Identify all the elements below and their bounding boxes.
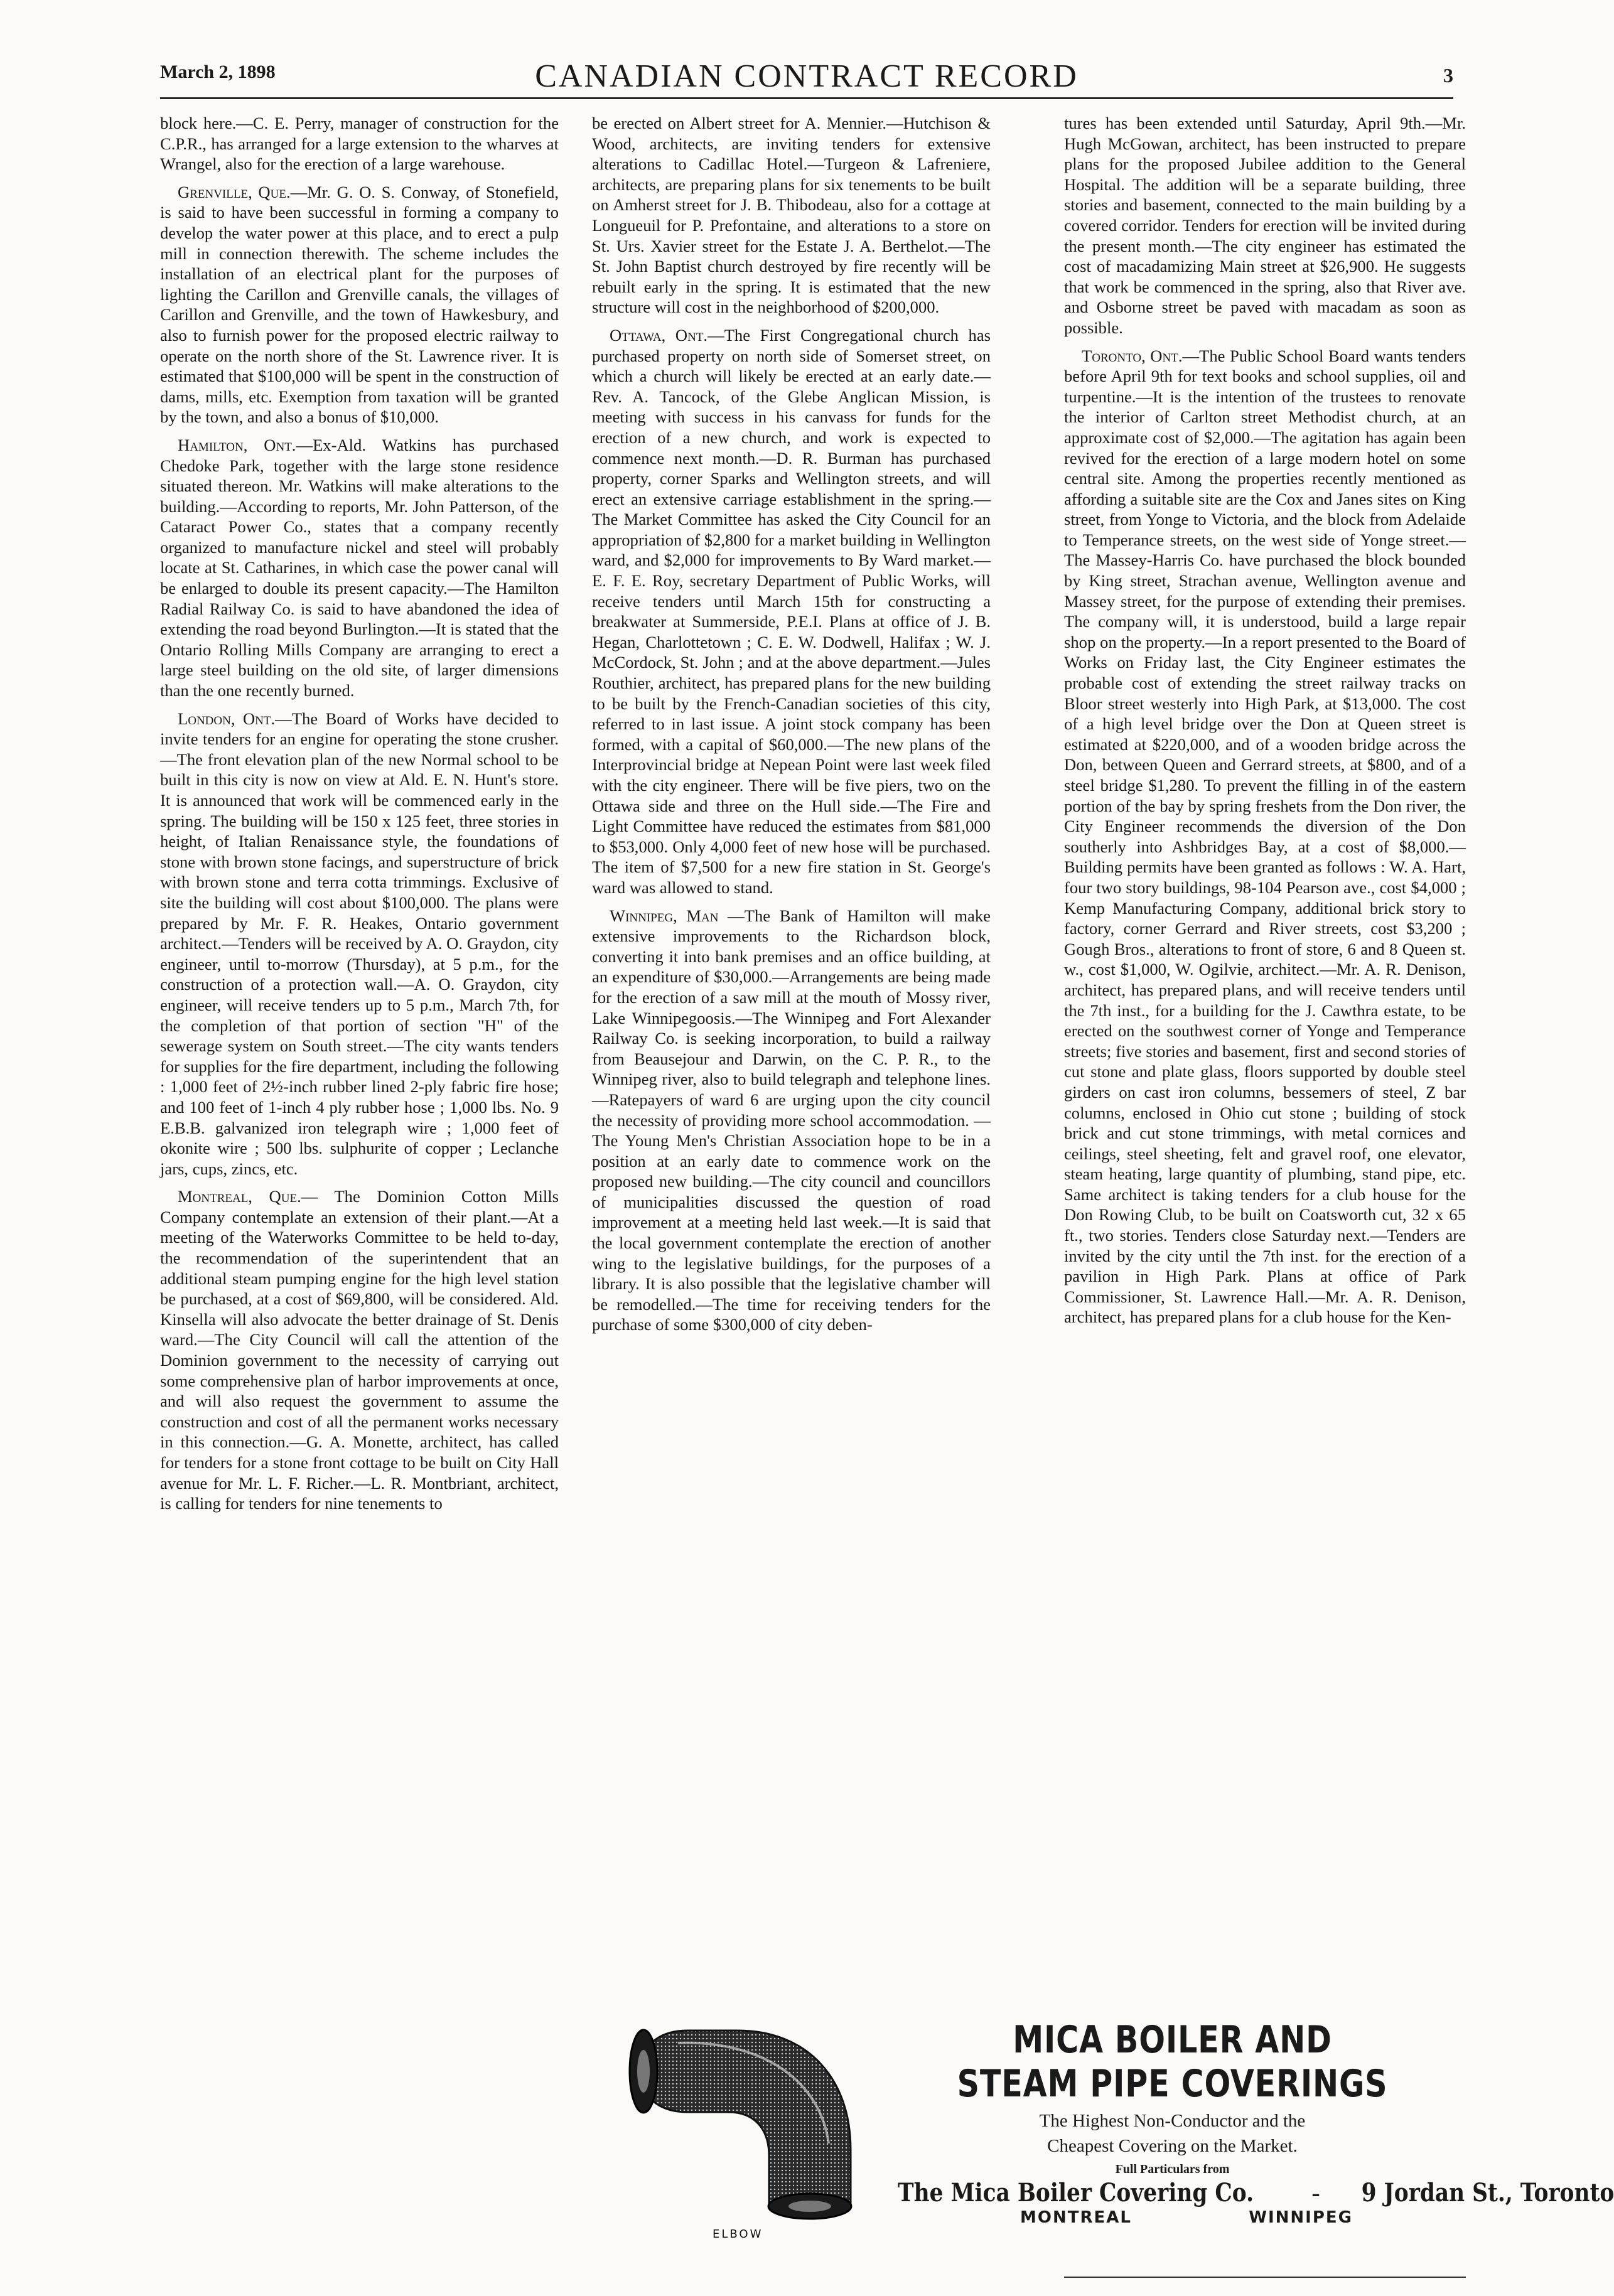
place-heading: Montreal, Que. (178, 1187, 301, 1206)
ad-company-row (873, 2178, 1614, 2207)
ad-tagline-2: Cheapest Covering on the Market. (1047, 2136, 1298, 2156)
place-heading: Toronto, Ont. (1082, 346, 1183, 365)
place-heading: London, Ont. (178, 709, 276, 728)
place-heading: Winnipeg, Man (610, 906, 719, 925)
article-paragraph: be erected on Albert street for A. Mennier.—Hutchison & Wood, architects, are inviting tenders for extensive alterations to Cadillac Hotel.—Turgeon & Lafreniere, architects, are preparing plans for six tenements to be built on Amherst street for J. B. Thibodeau, also for a cottage at Longueuil for P. Prefontaine, and alterations to a store on St. Urs. Xavier street for the Estate J. A. Berthelot.—The St. John Baptist church destroyed by fire recently will be rebuilt early in the spring. It is estimated that the new structure will cost in the neighborhood of $200,000. (592, 114, 991, 317)
place-heading: Grenville, Que. (178, 182, 291, 201)
ad-address: 9 Jordan St., Toronto (1361, 2178, 1614, 2207)
article-paragraph: block here.—C. E. Perry, manager of construction for the C.P.R., has arranged for a large extension to the wharves at Wrangel, also for the erection of a large warehouse. (160, 114, 559, 174)
header-rule (160, 97, 1453, 99)
ad-headline-1: MICA BOILER AND (1013, 2018, 1332, 2062)
article-paragraph: tures has been extended until Saturday, April 9th.—Mr. Hugh McGowan, architect, has been instructed to prepare plans for the proposed Jubilee addition to the General Hospital. The addition will be a separate building, three stories and basement, connected to the main building by a covered corridor. Tenders for erection will be invited during the present month.—The city engineer has estimated the cost of macadamizing Main street at $26,900. He suggests that work be commenced in the spring, also that River ave. and Osborne street be paved with macadam as soon as possible. (1064, 114, 1466, 337)
column-2 (592, 113, 991, 2021)
pipe-elbow-illustration (618, 2018, 869, 2247)
page-number: 3 (1443, 64, 1453, 87)
article-paragraph: Toronto, Ont.—The Public School Board wants tenders before April 9th for text books and school supplies, oil and turpentine.—It is the intention of the trustees to renovate the interior of Carlton street Methodist church, at an approximate cost of $2,000.—The agitation has again been revived for the erection of a large modern hotel on some central site. Among the properties recently mentioned as affording a suitable site are the Cox and Janes sites on King street, from Yonge to Victoria, and the block from Adelaide to Temperance streets, on the west side of Yonge street.—The Massey-Harris Co. have purchased the block bounded by King street, Strachan avenue, Wellington avenue and Massey street, for the purpose of extending their premises. The company will, it is understood, build a large repair shop on the property.—In a report presented to the Board of Works on Friday last, the City Engineer estimates the probable cost of extending the street railway tracks on Bloor street westerly into High Park, at $13,000. The cost of a high level bridge over the Don at Queen street is estimated at $220,000, and of a wooden bridge across the Don, between Queen and Gerrard streets, at $800, and of a steel bridge $1,280. To prevent the filling in of the eastern portion of the bay by spring freshets from the Don river, the City Engineer recommends the diversion of the Don southerly into Ashbridges Bay, at a cost of $8,000.—Building permits have been granted as follows : W. A. Hart, four two story buildings, 98-104 Pearson ave., cost $4,000 ; Kemp Manufacturing Company, additional brick story to factory, corner Gerrard and River streets, cost $3,200 ; Gough Bros., alterations to front of store, 6 and 8 Queen st. w., cost $1,000, W. Ogilvie, architect.—Mr. A. R. Denison, architect, has prepared plans, and will receive tenders until the 7th inst., for a building for the J. Cawthra estate, to be erected on the southwest corner of Yonge and Temperance streets; five stories and basement, first and second stories of cut stone and plate glass, floors supported by double steel girders on cast iron columns, bessemers of steel, Z bar columns, enclosed in Ohio cut stone ; building of stock brick and cut stone trimmings, with metal cornices and ceilings, steel sheeting, felt and gravel roof, one elevator, steam heating, large quantity of plumbing, stand pipe, etc. Same architect is taking tenders for a club house for the Don Rowing Club, to be built on Coatsworth cut, 32 x 65 ft., two stories. Tenders close Saturday next.—Tenders are invited by the city until the 7th inst. for the erection of a pavilion in High Park. Plans at office of Park Commissioner, St. Lawrence Hall.—Mr. A. R. Denison, architect, has prepared plans for a club house for the Ken- (1064, 346, 1466, 1327)
ad-headline-2: STEAM PIPE COVERINGS (957, 2062, 1388, 2106)
ad-tagline-1: The Highest Non-Conductor and the (1039, 2111, 1306, 2131)
ad-company-name: The Mica Boiler Covering Co. (898, 2178, 1254, 2207)
advertisement-text (873, 2018, 1614, 2247)
bottom-rule (1064, 2277, 1466, 2278)
column-1 (160, 113, 559, 2244)
article-paragraph: Ottawa, Ont.—The First Congregational church has purchased property on north side of Somerset street, on which a church will likely be erected at an early date.—Rev. A. Tancock, of the Glebe Anglican Mission, is meeting with success in his canvass for funds for the erection of a new church, and work is expected to commence next month.—D. R. Burman has purchased property, corner Sparks and Wellington streets, and will erect an extensive carriage establishment in the spring.—The Market Committee has asked the City Council for an appropriation of $2,800 for a market building in Wellington ward, and $2,000 for improvements to By Ward market.—E. F. E. Roy, secretary Department of Public Works, will receive tenders until March 15th for constructing a breakwater at Summerside, P.E.I. Plans at office of J. B. Hegan, Charlottetown ; C. E. W. Dodwell, Halifax ; W. J. McCordock, St. John ; and at the above department.—Jules Routhier, architect, has prepared plans for the new building to be built by the French-Canadian societies of this city, referred to in last issue. A joint stock company has been formed, with a capital of $60,000.—The new plans of the Interprovincial bridge at Nepean Point were last week filed with the city engineer. There will be five piers, two on the Ottawa side and three on the Hull side.—The Fire and Light Committee have reduced the estimates from $81,000 to $53,000. Only 4,000 feet of new hose will be purchased. The item of $7,500 for a new fire station in St. George's ward was allowed to stand. (592, 325, 991, 897)
page-header (160, 58, 1453, 102)
publication-title: CANADIAN CONTRACT RECORD (535, 58, 1079, 94)
column-3 (1064, 113, 1466, 2021)
place-heading: Ottawa, Ont. (610, 325, 708, 345)
issue-date: March 2, 1898 (160, 62, 276, 82)
article-paragraph: Hamilton, Ont.—Ex-Ald. Watkins has purchased Chedoke Park, together with the large stone residence situated thereon. Mr. Watkins will make alterations to the building.—According to reports, Mr. John Patterson, of the Cataract Power Co., states that a company recently organized to manufacture nickel and steel will probably locate at St. Catharines, in which case the power canal will be enlarged to double its present capacity.—The Hamilton Radial Railway Co. is said to have abandoned the idea of extending the road beyond Burlington.—It is stated that the Ontario Rolling Mills Company are arranging to erect a large steel building on the old site, of larger dimensions than the one recently burned. (160, 435, 559, 700)
article-paragraph: Winnipeg, Man —The Bank of Hamilton will make extensive improvements to the Richardson block, converting it into bank premises and an office building, at an expenditure of $30,000.—Arrangements are being made for the erection of a saw mill at the mouth of Mossy river, Lake Winnipegoosis.—The Winnipeg and Fort Alexander Railway Co. is seeking incorporation, to build a railway from Beausejour and Darwin, on the C. P. R., to the Winnipeg river, also to build telegraph and telephone lines.—Ratepayers of ward 6 are urging upon the city council the necessity of providing more school accommodation. — The Young Men's Christian Association hope to be in a position at an early date to commence work on the proposed new building.—The city council and councillors of municipalities discussed the question of road improvement at a meeting held last week.—It is said that the local government contemplate the erection of another wing to the legislative buildings, for the purposes of a library. It is also possible that the legislative chamber will be remodelled.—The time for receiving tenders for the purchase of some $300,000 of city deben- (592, 906, 991, 1334)
article-paragraph: Grenville, Que.—Mr. G. O. S. Conway, of Stonefield, is said to have been successful in forming a company to develop the water power at this place, and to erect a pulp mill in connection therewith. The scheme includes the installation of an electrical plant for the purposes of lighting the Carillon and Grenville canals, the villages of Carillon and Grenville, and the town of Hawkesbury, and also to furnish power for the proposed electric railway to operate on the north shore of the St. Lawrence river. It is estimated that $100,000 will be spent in the construction of dams, mills, etc. Exemption from taxation will be granted by the town, and also a bonus of $10,000. (160, 182, 559, 427)
ad-city-winnipeg: WINNIPEG (1249, 2208, 1353, 2227)
pipe-image-label: ELBOW (713, 2228, 763, 2241)
ad-branch-cities (873, 2208, 1472, 2227)
place-heading: Hamilton, Ont. (178, 435, 296, 454)
ad-city-montreal: MONTREAL (1020, 2208, 1132, 2227)
mica-boiler-advertisement (618, 2018, 1614, 2247)
ad-dash: - (1311, 2179, 1320, 2207)
article-paragraph: Montreal, Que.— The Dominion Cotton Mills Company contemplate an extension of their plant.—At a meeting of the Waterworks Committee to be held to-day, the recommendation of the superintendent that an additional steam pumping engine for the high level station be purchased, at a cost of $69,800, will be considered. Ald. Kinsella will also advocate the better drainage of St. Denis ward.—The City Council will call the attention of the Dominion government to the necessity of carrying out some comprehensive plan of harbor improvements at once, and will also request the government to assume the construction and cost of all the permanent works necessary in this connection.—G. A. Monette, architect, has called for tenders for a stone front cottage to be built on City Hall avenue for Mr. L. F. Richer.—L. R. Montbriant, architect, is calling for tenders for nine tenements to (160, 1187, 559, 1513)
article-paragraph: London, Ont.—The Board of Works have decided to invite tenders for an engine for operating the stone crusher.—The front elevation plan of the new Normal school to be built in this city is now on view at Ald. E. N. Hunt's store. It is announced that work will be commenced early in the spring. The building will be 150 x 125 feet, three stories in height, of Italian Renaissance style, the foundations of stone with brown stone facings, and superstructure of brick with brown stone and terra cotta trimmings. Exclusive of site the building will cost about $100,000. The plans were prepared by Mr. F. R. Heakes, Ontario government architect.—Tenders will be received by A. O. Graydon, city engineer, until to-morrow (Thursday), at 5 p.m., for the construction of a protection wall.—A. O. Graydon, city engineer, will receive tenders up to 5 p.m., March 7th, for the completion of that portion of section "H" of the sewerage system on South street.—The city wants tenders for supplies for the fire department, including the following : 1,000 feet of 2½-inch rubber lined 2-ply fabric fire hose; and 100 feet of 1-inch 4 ply rubber hose ; 1,000 lbs. No. 9 E.B.B. galvanized iron telegraph wire ; 1,000 feet of okonite wire ; 500 lbs. sulphurite of copper ; Leclanche jars, cups, zincs, etc. (160, 709, 559, 1178)
ad-particulars: Full Particulars from (1115, 2162, 1230, 2176)
